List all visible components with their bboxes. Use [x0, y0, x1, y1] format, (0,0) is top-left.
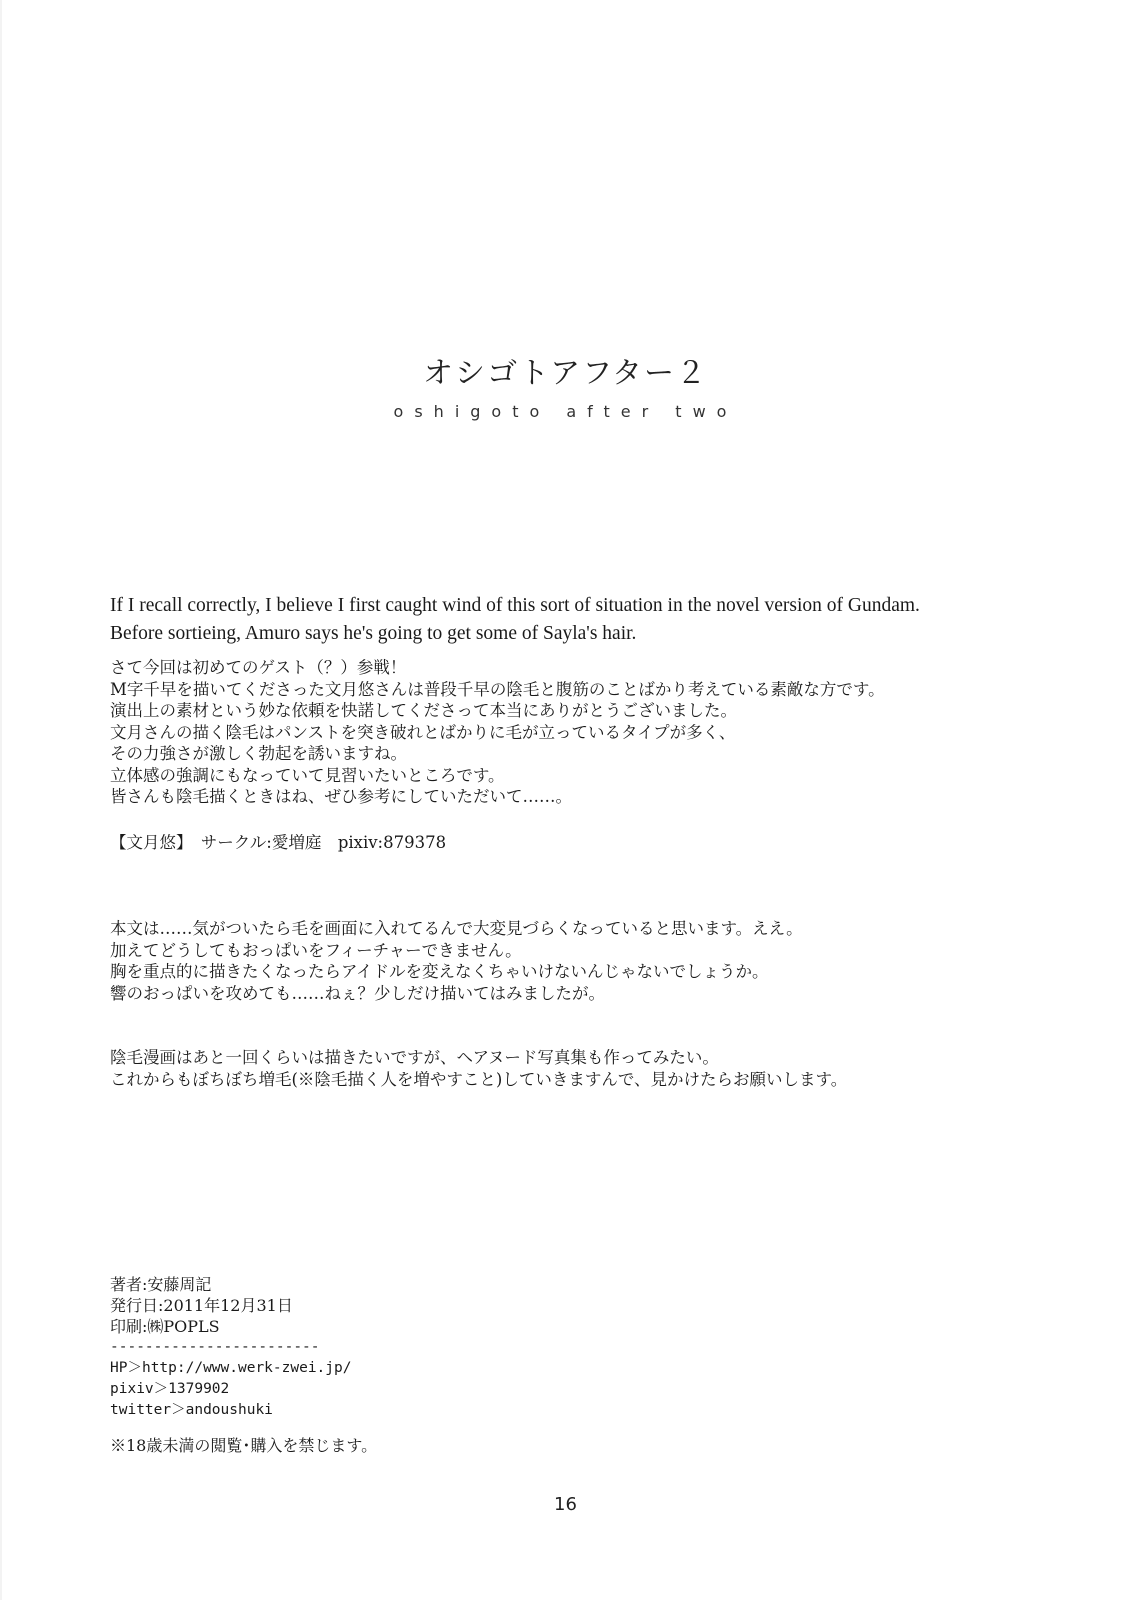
- guest-credit-line: 【文月悠】 サークル:愛増庭 pixiv:879378: [110, 833, 447, 852]
- english-note-line: If I recall correctly, I believe I first caught wind of this sort of situation in the novel version of Gundam.: [110, 595, 920, 616]
- body-paragraph-line: 響のおっぱいを攻めても……ねぇ？少しだけ描いてはみましたが。: [110, 983, 605, 1003]
- guest-credit: [110, 832, 1110, 854]
- page-number: 16: [554, 1494, 577, 1515]
- guest-paragraph-line: 演出上の素材という妙な依頼を快諾してくださって本当にありがとうございました。: [110, 701, 737, 720]
- guest-paragraph-line: M字千早を描いてくださった文月悠さんは普段千早の陰毛と腹筋のことばかり考えている素敵な方です。: [110, 679, 885, 699]
- guest-paragraph-line: さて今回は初めてのゲスト（？）参戦！: [110, 658, 407, 677]
- guest-paragraph-line: 皆さんも陰毛描くときはね、ぜひ参考にしていただいて……。: [110, 787, 572, 806]
- colophon: [110, 1274, 710, 1456]
- colophon-pixiv: pixiv＞1379902: [110, 1381, 230, 1397]
- colophon-date: 発行日:2011年12月31日: [110, 1296, 293, 1315]
- guest-paragraph-line: 文月さんの描く陰毛はパンストを突き破れとばかりに毛が立っているタイプが多く、: [110, 722, 736, 742]
- page-edge-mark: [0, 0, 2, 1600]
- colophon-age-notice: ※18歳未満の閲覧･購入を禁じます。: [110, 1436, 378, 1455]
- colophon-hp-link: HP＞http://www.werk-zwei.jp/: [110, 1360, 352, 1376]
- english-note: [110, 592, 1110, 648]
- closing-paragraph-line: 陰毛漫画はあと一回くらいは描きたいですが、ヘアヌード写真集も作ってみたい。: [110, 1048, 719, 1067]
- english-note-line: Before sortieing, Amuro says he's going to get some of Sayla's hair.: [110, 623, 637, 644]
- closing-paragraph-line: これからもぼちぼち増毛(※陰毛描く人を増やすこと)していきますんで、見かけたらお願いします。: [110, 1069, 848, 1089]
- colophon-twitter: twitter＞andoushuki: [110, 1402, 273, 1418]
- body-paragraph-line: 本文は……気がついたら毛を画面に入れてるんで大変見づらくなっていると思います。ええ。: [110, 919, 803, 938]
- guest-paragraph: [110, 657, 1110, 808]
- guest-paragraph-line: 立体感の強調にもなっていて見習いたいところです。: [110, 765, 505, 785]
- page-title: オシゴトアフター２: [423, 356, 708, 391]
- closing-paragraph: [110, 1047, 1110, 1090]
- page-subtitle: oshigoto after two: [393, 402, 738, 421]
- colophon-divider: ------------------------: [110, 1339, 320, 1355]
- guest-paragraph-line: その力強さが激しく勃起を誘いますね。: [110, 744, 407, 763]
- body-paragraph: [110, 918, 1110, 1004]
- colophon-author: 著者:安藤周記: [110, 1275, 212, 1294]
- body-paragraph-line: 胸を重点的に描きたくなったらアイドルを変えなくちゃいけないんじゃないでしょうか。: [110, 962, 769, 981]
- colophon-printer: 印刷:㈱POPLS: [110, 1317, 220, 1336]
- colophon-spacer: [110, 1421, 710, 1435]
- body-paragraph-line: 加えてどうしてもおっぱいをフィーチャーできません。: [110, 940, 522, 960]
